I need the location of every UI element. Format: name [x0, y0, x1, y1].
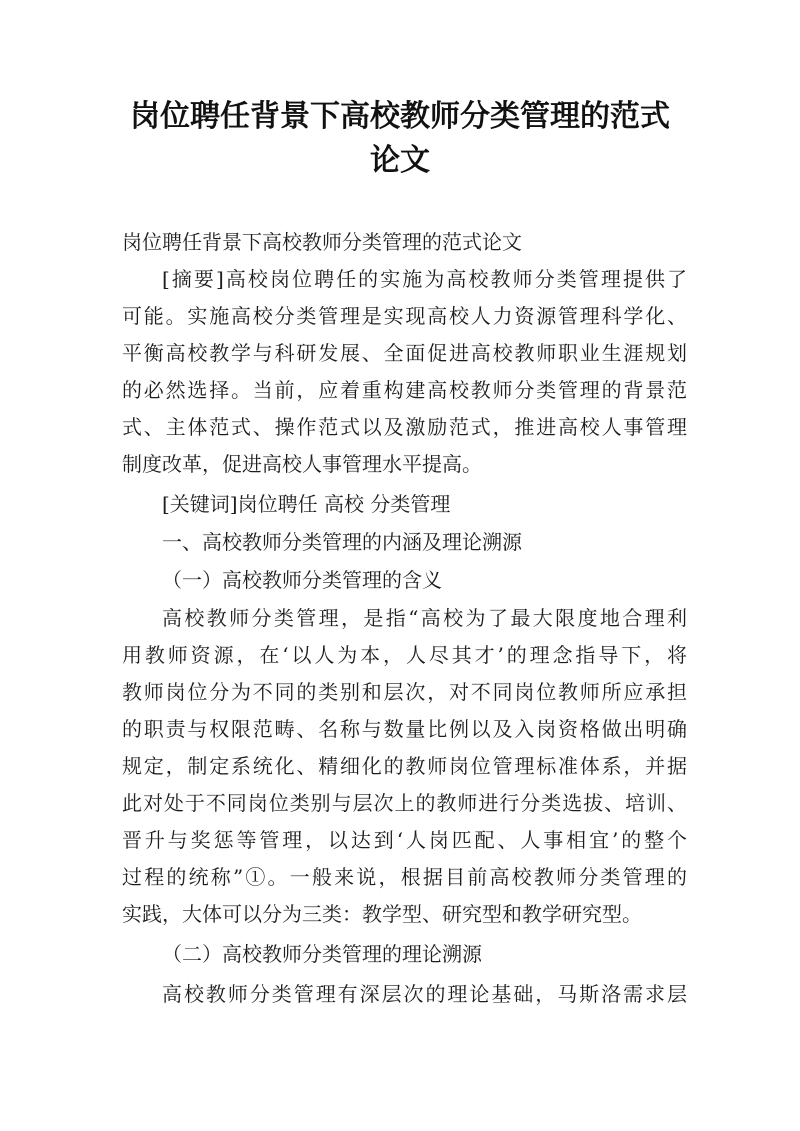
- body-line: 规定，制定系统化、精细化的教师岗位管理标准体系，并据: [122, 754, 687, 778]
- subtitle-line: 岗位聘任背景下高校教师分类管理的范式论文: [122, 230, 522, 254]
- keywords-line: [关键词]岗位聘任 高校 分类管理: [162, 492, 451, 516]
- section-heading: 一、高校教师分类管理的内涵及理论溯源: [162, 530, 522, 554]
- document-title-line-2: 论文: [370, 143, 430, 178]
- body-line: 此对处于不同岗位类别与层次上的教师进行分类选拔、培训、: [122, 791, 687, 815]
- body-line: 高校教师分类管理有深层次的理论基础，马斯洛需求层: [162, 982, 687, 1006]
- abstract-line: 平衡高校教学与科研发展、全面促进高校教师职业生涯规划: [122, 341, 687, 365]
- body-line: 晋升与奖惩等管理，以达到‘人岗匹配、人事相宜’的整个: [122, 828, 687, 852]
- body-line: 用教师资源，在‘以人为本，人尽其才’的理念指导下，将: [122, 643, 687, 667]
- body-line: 高校教师分类管理，是指“高校为了最大限度地合理利: [162, 606, 687, 630]
- body-line: 实践，大体可以分为三类：教学型、研究型和教学研究型。: [122, 902, 642, 926]
- body-line: 过程的统称”①。一般来说，根据目前高校教师分类管理的: [122, 865, 687, 889]
- abstract-line: 式、主体范式、操作范式以及激励范式，推进高校人事管理: [122, 415, 687, 439]
- document-title-line-1: 岗位聘任背景下高校教师分类管理的范式: [130, 99, 670, 134]
- abstract-line: [摘要]高校岗位聘任的实施为高校教师分类管理提供了: [162, 267, 687, 291]
- subsection-heading: （一）高校教师分类管理的含义: [162, 568, 442, 592]
- body-line: 教师岗位分为不同的类别和层次，对不同岗位教师所应承担: [122, 680, 687, 704]
- abstract-line: 的必然选择。当前，应着重构建高校教师分类管理的背景范: [122, 378, 687, 402]
- abstract-line: 制度改革，促进高校人事管理水平提高。: [122, 452, 482, 476]
- subsection-heading: （二）高校教师分类管理的理论溯源: [162, 942, 482, 966]
- body-line: 的职责与权限范畴、名称与数量比例以及入岗资格做出明确: [122, 717, 687, 741]
- abstract-line: 可能。实施高校分类管理是实现高校人力资源管理科学化、: [122, 304, 687, 328]
